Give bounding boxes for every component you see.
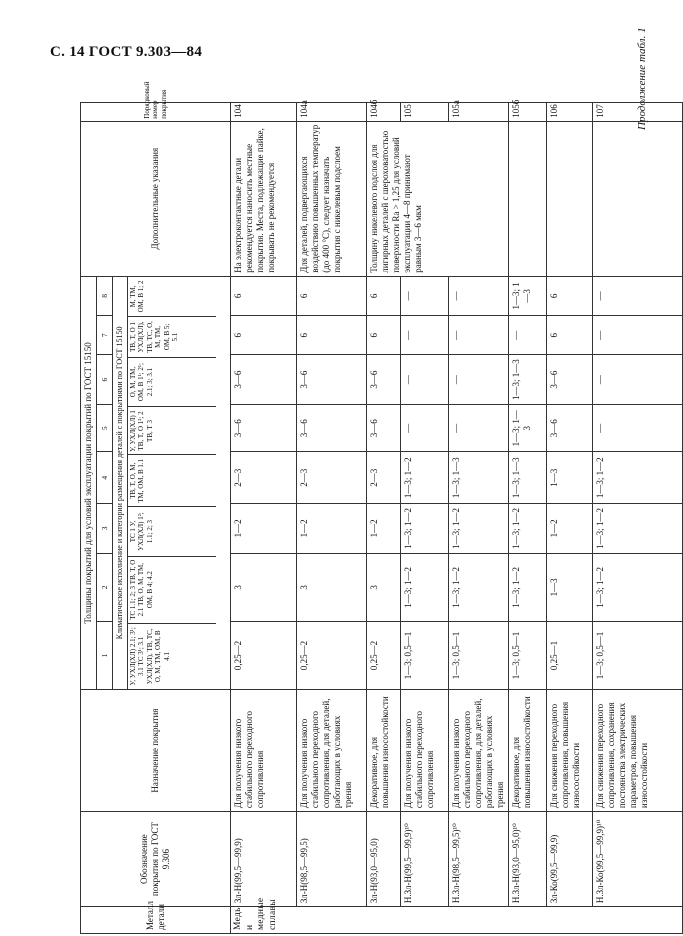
- thickness-cell: 1—3; 1—2: [592, 452, 682, 504]
- thickness-cell: 6: [231, 316, 297, 355]
- designation-cell: Зл-Н(99,5—99,9): [231, 812, 297, 907]
- thickness-cell: 1—3; 1—2: [508, 504, 546, 554]
- thickness-cell: —: [592, 404, 682, 452]
- thickness-cell: 1—3; 1—3: [508, 355, 546, 405]
- order-cell: 105б: [508, 103, 546, 122]
- climatic-condition: У, УХЛ(ХЛ) 2.1; 3¹; 3.1 ТС 3¹; 3.1 УХЛ(ХЛ), ТВ, ТС, О, М, ТМ, ОМ, В 4.1: [128, 623, 216, 690]
- page-header: С. 14 ГОСТ 9.303—84: [50, 44, 203, 60]
- thickness-cell: 1—3; 1—2: [449, 504, 509, 554]
- thickness-cell: 3—6: [231, 404, 297, 452]
- thickness-cell: 6: [546, 276, 592, 315]
- thickness-header: Толщины покрытий для условий эксплуатации покрытий по ГОСТ 15150: [81, 276, 97, 689]
- thickness-cell: —: [592, 276, 682, 315]
- designation-cell: Зл-Н(98,5—99,5): [297, 812, 367, 907]
- thickness-cell: —: [401, 276, 449, 315]
- thickness-cell: 3: [231, 553, 297, 621]
- designation-cell: Н.Зл-Н(99,5—99,9)¹⁰: [401, 812, 449, 907]
- remarks-cell: Толщину никелевого подслоя для лигирных деталей с шероховатостью поверхности Ra > 1,25 для условий эксплуатации 4—8 принимают равным 3—6 мкм: [367, 121, 509, 276]
- col-number: 4: [97, 452, 113, 504]
- designation-cell: Н.Зл-Н(98,5—99,5)¹⁰: [449, 812, 509, 907]
- thickness-cell: 3—6: [546, 355, 592, 405]
- designation-cell: Н.Зл-Ко(99,5—99,9)¹⁰: [592, 812, 682, 907]
- thickness-cell: 3—6: [297, 404, 367, 452]
- thickness-cell: 6: [367, 316, 401, 355]
- thickness-cell: 1—2: [297, 504, 367, 554]
- climatic-condition: ТВ, Т, О, М, ТМ, ОМ, В 1.1: [128, 454, 216, 506]
- thickness-cell: 1—3; 1—3: [449, 452, 509, 504]
- thickness-cell: 1—2: [546, 504, 592, 554]
- thickness-cell: 1—3: [546, 553, 592, 621]
- thickness-cell: 1—3; 1—2: [592, 504, 682, 554]
- col-order-header: Порядковый номер покрытия: [81, 103, 231, 122]
- purpose-cell: Для получения низкого стабильного переходного сопротивления: [231, 690, 297, 812]
- order-cell: 104а: [297, 103, 367, 122]
- col-purpose-header: Назначение покрытия: [81, 690, 231, 812]
- climatic-condition: ТВ, Т, О 1 УХЛ(ХЛ), ТВ, ТС, О, М, ТМ, ОМ, В 5; 5.1: [128, 316, 216, 356]
- rotated-table: [80, 81, 649, 934]
- thickness-cell: 1—2: [367, 504, 401, 554]
- climatic-block: [113, 276, 231, 689]
- thickness-cell: 0,25—2: [297, 621, 367, 689]
- col-metal-header: Металл детали: [81, 907, 231, 934]
- thickness-cell: 1—3; 0,5—1: [592, 621, 682, 689]
- remarks-cell: На электроконтактные детали рекомендуется наносить местные покрытия. Места, подлежащие пайке, покрывать не рекомендуется: [231, 121, 297, 276]
- thickness-cell: 0,25—2: [367, 621, 401, 689]
- thickness-cell: 3: [297, 553, 367, 621]
- thickness-cell: —: [401, 404, 449, 452]
- thickness-cell: 1—3; 1—2: [449, 553, 509, 621]
- col-designation-header: Обозначение покрытия по ГОСТ 9.306: [81, 812, 231, 907]
- col-number: 7: [97, 316, 113, 355]
- thickness-cell: 1—3; 1—3: [508, 404, 546, 452]
- purpose-cell: Для получения низкого стабильного переходного сопротивления, для деталей, работающих в условиях трения: [449, 690, 509, 812]
- col-number: 3: [97, 504, 113, 554]
- climatic-condition: М, ТМ, ОМ, В 1; 2: [128, 280, 146, 313]
- thickness-cell: 1—3; 0,5—1: [401, 621, 449, 689]
- thickness-cell: 1—3; 1—2: [508, 553, 546, 621]
- thickness-cell: 1—3; 0,5—1: [449, 621, 509, 689]
- thickness-cell: 3: [367, 553, 401, 621]
- thickness-cell: —: [449, 276, 509, 315]
- thickness-cell: 1—3; 1—2: [401, 452, 449, 504]
- thickness-cell: 6: [546, 316, 592, 355]
- climatic-condition: ТС 1.1; 2; 3 ТВ, Т, О 2.1 ТВ, О, М, ТМ, ОМ, В 4; 4.2: [128, 556, 216, 623]
- col-number: 5: [97, 404, 113, 452]
- thickness-cell: 2—3: [231, 452, 297, 504]
- thickness-cell: —: [449, 316, 509, 355]
- purpose-cell: Для снижения переходного сопротивления, сохранения постоянства электрических параметров, повышения износостойкости: [592, 690, 682, 812]
- thickness-cell: —: [449, 404, 509, 452]
- climatic-condition: О, М, ТМ, ОМ, В 1¹; 2¹; 2.1; 3; 3.1: [128, 357, 216, 407]
- order-cell: 104: [231, 103, 297, 122]
- coatings-table: [80, 81, 683, 934]
- climatic-condition: ТС 1 У, УХЛ(ХЛ) 1²; 1.1; 2; 3: [128, 506, 216, 556]
- designation-cell: Зл-Н(93,0—95,0): [367, 812, 401, 907]
- thickness-cell: 3—6: [231, 355, 297, 405]
- thickness-cell: —: [401, 355, 449, 405]
- thickness-cell: —: [592, 316, 682, 355]
- thickness-cell: 6: [231, 276, 297, 315]
- thickness-cell: —: [401, 316, 449, 355]
- thickness-cell: 3—6: [546, 404, 592, 452]
- thickness-cell: 1—3; 1—2: [592, 553, 682, 621]
- remarks-cell: [508, 121, 546, 276]
- col-remarks-header: Дополнительные указания: [81, 121, 231, 276]
- thickness-cell: 1—3; 1—3: [508, 276, 546, 315]
- order-cell: 107: [592, 103, 682, 122]
- climatic-title: Климатическое исполнение и категории размещения деталей с покрытиями по ГОСТ 15150: [113, 277, 128, 689]
- order-cell: 105: [401, 103, 449, 122]
- thickness-cell: —: [592, 355, 682, 405]
- col-number: 6: [97, 355, 113, 405]
- thickness-cell: 0,25—1: [546, 621, 592, 689]
- climatic-condition: У, УХЛ(ХЛ) 1 ТВ, Т, О 1²; 2 ТВ, Т 3: [128, 406, 216, 454]
- designation-cell: Зл-Ко(99,5—99,9): [546, 812, 592, 907]
- metal-group: Медь и медные сплавы: [231, 907, 683, 934]
- col-number: 8: [97, 276, 113, 315]
- thickness-cell: 1—3; 1—3: [508, 452, 546, 504]
- thickness-cell: 0,25—2: [231, 621, 297, 689]
- purpose-cell: Декоративное, для повышения износостойкости: [367, 690, 401, 812]
- purpose-cell: Для получения низкого стабильного переходного сопротивления, для деталей, работающих в условиях трения: [297, 690, 367, 812]
- order-cell: 105а: [449, 103, 509, 122]
- thickness-cell: 2—3: [297, 452, 367, 504]
- thickness-cell: 3—6: [367, 404, 401, 452]
- purpose-cell: Для снижения переходного сопротивления, повышения износостойкости: [546, 690, 592, 812]
- order-cell: 106: [546, 103, 592, 122]
- purpose-cell: Для получения низкого стабильного переходного сопротивления: [401, 690, 449, 812]
- thickness-cell: 1—2: [231, 504, 297, 554]
- col-number: 1: [97, 621, 113, 689]
- designation-cell: Н.Зл-Н(93,0—95,0)¹⁰: [508, 812, 546, 907]
- thickness-cell: 6: [367, 276, 401, 315]
- remarks-cell: [546, 121, 592, 276]
- thickness-cell: 1—3; 1—2: [401, 504, 449, 554]
- order-cell: 104б: [367, 103, 401, 122]
- remarks-cell: [592, 121, 682, 276]
- thickness-cell: 2—3: [367, 452, 401, 504]
- thickness-cell: 1—3; 1—2: [401, 553, 449, 621]
- thickness-cell: 6: [297, 276, 367, 315]
- thickness-cell: 3—6: [297, 355, 367, 405]
- col-number: 2: [97, 553, 113, 621]
- purpose-cell: Декоративное, для повышения износостойкости: [508, 690, 546, 812]
- thickness-cell: 1—3: [546, 452, 592, 504]
- remarks-cell: Для деталей, подвергающихся воздействию повышенных температур (до 400 °С), следует назначать покрытия с никелевым подслоем: [297, 121, 367, 276]
- thickness-cell: —: [508, 316, 546, 355]
- thickness-cell: 3—6: [367, 355, 401, 405]
- continuation-note: Продолжение табл. 1: [636, 27, 648, 130]
- thickness-cell: 1—3; 0,5—1: [508, 621, 546, 689]
- thickness-cell: —: [449, 355, 509, 405]
- thickness-cell: 6: [297, 316, 367, 355]
